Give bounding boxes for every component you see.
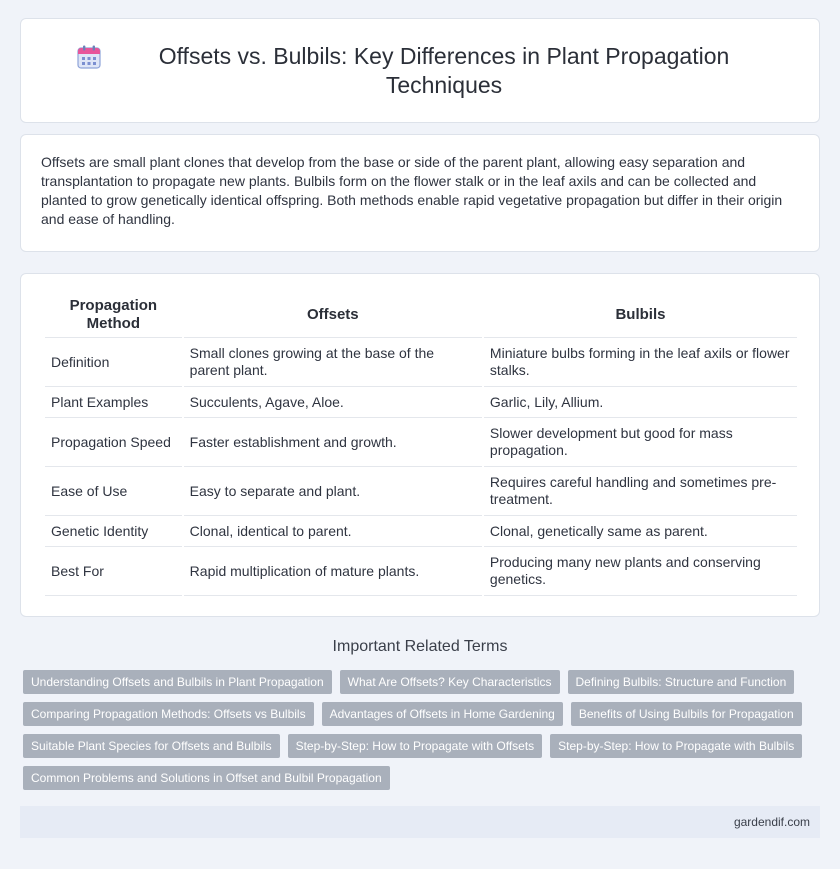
table-cell: Faster establishment and growth.	[184, 418, 482, 467]
table-cell: Succulents, Agave, Aloe.	[184, 387, 482, 418]
table-cell: Garlic, Lily, Allium.	[484, 387, 797, 418]
related-term-link[interactable]: Step-by-Step: How to Propagate with Bulbils	[550, 734, 802, 758]
intro-text: Offsets are small plant clones that develop from the base or side of the parent plant, allowing easy separation and transplantation to propagate new plants. Bulbils form on the flower stalk or in the leaf axils and can be collected and planted to grow genetically identical offspring. Both methods enable rapid vegetative propagation but differ in their origin and ease of handling.	[41, 154, 783, 227]
footer-site-link[interactable]: gardendif.com	[733, 815, 810, 829]
table-cell: Propagation Speed	[45, 418, 182, 467]
calendar-icon	[76, 44, 102, 70]
related-term-link[interactable]: Advantages of Offsets in Home Gardening	[322, 702, 563, 726]
table-cell: Rapid multiplication of mature plants.	[184, 547, 482, 596]
table-cell: Slower development but good for mass propagation.	[484, 418, 797, 467]
intro-card	[20, 134, 820, 252]
table-row	[45, 467, 797, 516]
related-term-link[interactable]: Suitable Plant Species for Offsets and Bulbils	[23, 734, 280, 758]
header-offsets: Offsets	[184, 292, 482, 338]
header-bulbils: Bulbils	[484, 292, 797, 338]
related-terms-title: Important Related Terms	[332, 638, 508, 655]
related-term-link[interactable]: Understanding Offsets and Bulbils in Plant Propagation	[23, 670, 332, 694]
table-cell: Requires careful handling and sometimes pre-treatment.	[484, 467, 797, 516]
comparison-table	[43, 292, 799, 596]
table-cell: Producing many new plants and conserving genetics.	[484, 547, 797, 596]
header-method: Propagation Method	[45, 292, 182, 338]
table-cell: Miniature bulbs forming in the leaf axils or flower stalks.	[484, 338, 797, 387]
table-row	[45, 516, 797, 547]
header-card	[20, 18, 820, 123]
table-cell: Best For	[45, 547, 182, 596]
title-wrap	[76, 42, 764, 100]
related-term-link[interactable]: Benefits of Using Bulbils for Propagation	[571, 702, 802, 726]
related-term-link[interactable]: Comparing Propagation Methods: Offsets vs Bulbils	[23, 702, 314, 726]
footer	[20, 806, 820, 838]
table-row	[45, 338, 797, 387]
table-row	[45, 547, 797, 596]
related-term-link[interactable]: Defining Bulbils: Structure and Function	[568, 670, 795, 694]
table-cell: Genetic Identity	[45, 516, 182, 547]
table-row	[45, 387, 797, 418]
page-title: Offsets vs. Bulbils: Key Differences in Plant Propagation Techniques	[158, 42, 730, 98]
table-header-row	[45, 292, 797, 338]
table-cell: Clonal, identical to parent.	[184, 516, 482, 547]
table-cell: Ease of Use	[45, 467, 182, 516]
related-term-link[interactable]: Common Problems and Solutions in Offset and Bulbil Propagation	[23, 766, 390, 790]
table-cell: Clonal, genetically same as parent.	[484, 516, 797, 547]
comparison-table-card	[20, 273, 820, 617]
table-row	[45, 418, 797, 467]
table-cell: Definition	[45, 338, 182, 387]
related-term-link[interactable]: What Are Offsets? Key Characteristics	[340, 670, 560, 694]
table-cell: Small clones growing at the base of the parent plant.	[184, 338, 482, 387]
table-cell: Easy to separate and plant.	[184, 467, 482, 516]
related-terms-list	[23, 670, 823, 798]
related-term-link[interactable]: Step-by-Step: How to Propagate with Offsets	[288, 734, 543, 758]
table-cell: Plant Examples	[45, 387, 182, 418]
